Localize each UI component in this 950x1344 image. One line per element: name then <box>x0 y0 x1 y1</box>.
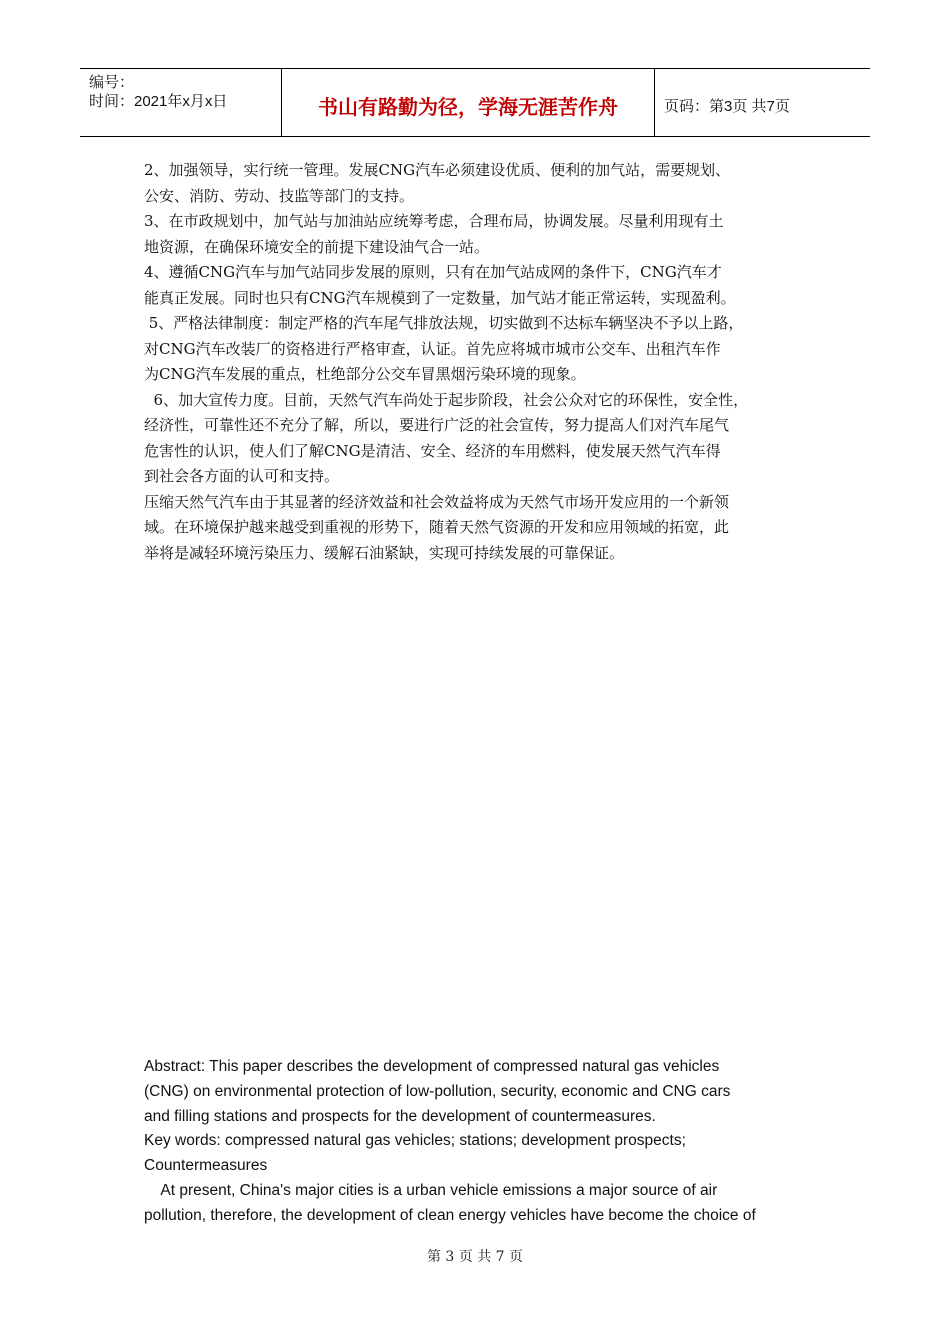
header-page-info: 页码：第3页 共7页 <box>664 98 790 115</box>
text-line: 5、严格法律制度：制定严格的汽车尾气排放法规，切实做到不达标车辆坚决不予以上路， <box>144 314 744 332</box>
text-line: 经济性，可靠性还不充分了解，所以，要进行广泛的社会宣传，努力提高人们对汽车尾气 <box>144 416 730 434</box>
header-motto: 书山有路勤为径，学海无涯苦作舟 <box>318 95 618 119</box>
text-line: 域。在环境保护越来越受到重视的形势下，随着天然气资源的开发和应用领域的拓宽，此 <box>144 518 730 536</box>
chinese-body-text <box>144 158 814 566</box>
header-page-cell <box>655 69 870 136</box>
text-line: 危害性的认识，使人们了解CNG是清洁、安全、经济的车用燃料，使发展天然气汽车得 <box>144 441 721 460</box>
page-footer: 第 3 页 共 7 页 <box>426 1249 524 1265</box>
text-line: 举将是减轻环境污染压力、缓解石油紧缺，实现可持续发展的可靠保证。 <box>144 543 625 562</box>
text-line: pollution, therefore, the development of clean energy vehicles have become the choice of <box>144 1206 756 1224</box>
text-line: (CNG) on environmental protection of low-pollution, security, economic and CNG cars <box>144 1082 731 1100</box>
english-body-text <box>144 1055 824 1229</box>
text-line: Countermeasures <box>144 1157 268 1175</box>
text-line: 6、加大宣传力度。目前，天然气汽车尚处于起步阶段，社会公众对它的环保性，安全性， <box>144 390 749 409</box>
text-line: and filling stations and prospects for the development of countermeasures. <box>144 1107 656 1125</box>
text-line: 为CNG汽车发展的重点，杜绝部分公交车冒黑烟污染环境的现象。 <box>144 365 586 383</box>
text-line: 压缩天然气汽车由于其显著的经济效益和社会效益将成为天然气市场开发应用的一个新领 <box>144 492 730 511</box>
document-date-label: 时间：2021年x月x日 <box>89 93 228 110</box>
text-line: 3、在市政规划中，加气站与加油站应统筹考虑，合理布局，协调发展。尽量利用现有土 <box>144 212 724 230</box>
text-line: Key words: compressed natural gas vehicles; stations; development prospects; <box>144 1132 686 1150</box>
text-line: 2、加强领导，实行统一管理。发展CNG汽车必须建设优质、便利的加气站，需要规划、 <box>144 161 731 179</box>
text-line: 4、遵循CNG汽车与加气站同步发展的原则，只有在加气站成网的条件下，CNG汽车才 <box>144 263 722 281</box>
text-line: 对CNG汽车改装厂的资格进行严格审查，认证。首先应将城市城市公交车、出租汽车作 <box>144 339 721 358</box>
text-line: 地资源，在确保环境安全的前提下建设油气合一站。 <box>144 237 490 256</box>
document-header <box>80 68 870 137</box>
text-line: At present, China's major cities is a urban vehicle emissions a major source of air <box>144 1181 718 1199</box>
document-number-label: 编号： <box>89 74 135 91</box>
text-line: 到社会各方面的认可和支持。 <box>144 467 340 485</box>
header-motto-cell <box>282 69 655 136</box>
text-line: 能真正发展。同时也只有CNG汽车规模到了一定数量，加气站才能正常运转，实现盈利。 <box>144 288 736 307</box>
text-line: 公安、消防、劳动、技监等部门的支持。 <box>144 186 415 205</box>
text-line: Abstract: This paper describes the development of compressed natural gas vehicles <box>144 1058 720 1075</box>
header-meta-cell <box>80 69 282 136</box>
